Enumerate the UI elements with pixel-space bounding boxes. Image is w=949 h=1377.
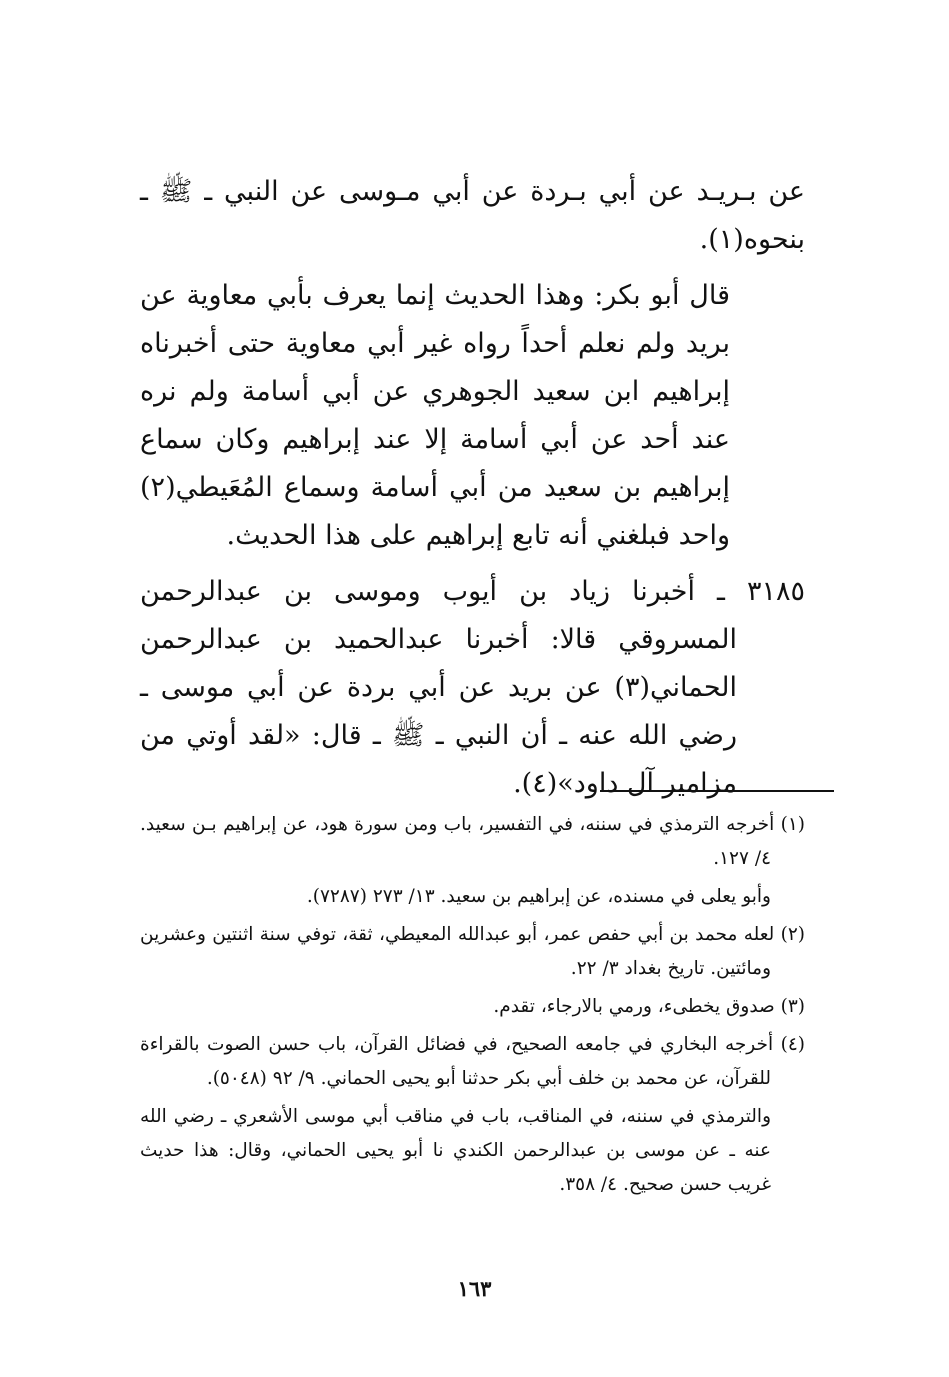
page-number: ١٦٣ — [457, 1276, 492, 1301]
hadith-3185: ٣١٨٥ ـ أخبرنا زياد بن أيوب وموسى بن عبدالرحمن المسروقي قالا: أخبرنا عبدالحميد بن عبدالرحمن الحماني(٣) عن بريد عن أبي بردة عن أبي موسى ـ رضي الله عنه ـ أن النبي ـ ﷺ ـ قال: «لقد أوتي من مزامير آل داود»(٤). — [140, 576, 805, 799]
footnote-4-continued: والترمذي في سننه، في المناقب، باب في مناقب أبي موسى الأشعري ـ رضي الله عنه ـ عن موسى بن عبدالرحمن الكندي نا أبو يحيى الحماني، وقال: هذا حديث غريب حسن صحيح. ٤/ ٣٥٨. — [140, 1106, 771, 1195]
footnote-4: (٤) أخرجه البخاري في جامعه الصحيح، في فضائل القرآن، باب حسن الصوت بالقراءة للقرآن، عن محمد بن خلف أبي بكر حدثنا أبو يحيى الحماني. ٩/ ٩٢ (٥٠٤٨). — [140, 1034, 805, 1089]
footnote-1-continued: وأبو يعلى في مسنده، عن إبراهيم بن سعيد. ١٣/ ٢٧٣ (٧٢٨٧). — [306, 886, 771, 907]
main-text — [140, 168, 805, 816]
footnote-separator — [600, 790, 834, 792]
footnotes — [140, 808, 805, 1206]
footnote-2: (٢) لعله محمد بن أبي حفص عمر، أبو عبدالله المعيطي، ثقة، توفي سنة اثنتين وعشرين ومائتين. تاريخ بغداد ٣/ ٢٢. — [140, 924, 805, 979]
paragraph-abu-bakr: قال أبو بكر: وهذا الحديث إنما يعرف بأبي معاوية عن بريد ولم نعلم أحداً رواه غير أبي معاوية حتى أخبرناه إبراهيم ابن سعيد الجوهري عن أبي أسامة ولم نره عند أحد عن أبي أسامة إلا عند إبراهيم وكان سماع إبراهيم بن سعيد من أبي أسامة وسماع المُعَيطي(٢) واحد فبلغني أنه تابع إبراهيم على هذا الحديث. — [140, 280, 730, 551]
paragraph-chain-end: عن بـريـد عن أبي بـردة عن أبي مـوسى عن النبي ـ ﷺ ـ بنحوه(١). — [140, 176, 805, 255]
footnote-1: (١) أخرجه الترمذي في سننه، في التفسير، باب ومن سورة هود، عن إبراهيم بـن سعيد. ٤/ ١٢٧. — [140, 814, 805, 869]
footnote-3: (٣) صدوق يخطىء، ورمي بالارجاء، تقدم. — [493, 996, 805, 1017]
